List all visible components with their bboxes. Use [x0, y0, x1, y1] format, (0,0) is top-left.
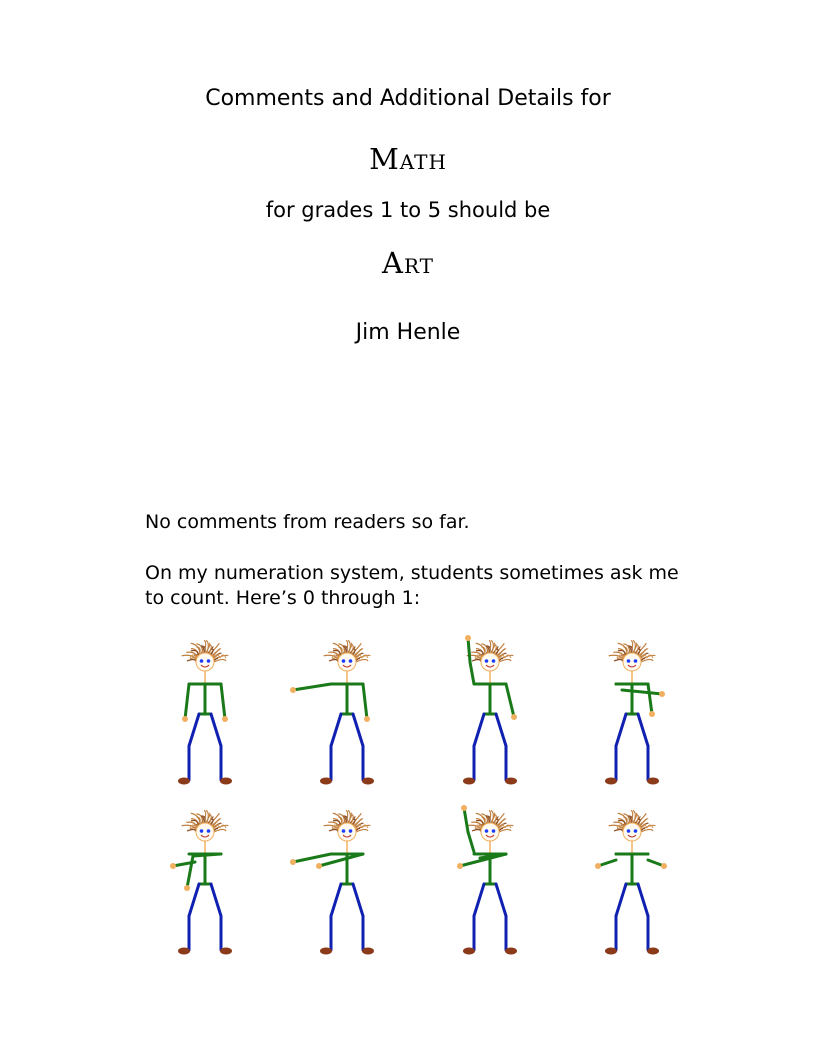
eye-icon [485, 829, 489, 833]
eye-icon [634, 659, 638, 663]
shoe-icon [605, 778, 617, 785]
shoe-icon [362, 948, 374, 955]
title-art: Art [382, 246, 434, 280]
stick-figure [290, 810, 374, 954]
stick-figure [605, 640, 665, 784]
shoe-icon [178, 948, 190, 955]
shoe-icon [320, 948, 332, 955]
hand-icon [511, 714, 517, 720]
leg [616, 884, 626, 916]
arm [185, 684, 189, 719]
arm [293, 684, 331, 690]
shoe-icon [178, 778, 190, 785]
hand-icon [461, 805, 467, 811]
shoe-icon [220, 778, 232, 785]
head [623, 823, 641, 841]
arm [464, 808, 468, 832]
paragraph-numeration: On my numeration system, students sometimes ask me to count. Here’s 0 through 1: [145, 562, 679, 609]
eye-icon [349, 659, 353, 663]
arm [622, 690, 662, 694]
eye-icon [207, 659, 211, 663]
eye-icon [349, 829, 353, 833]
arm [363, 684, 367, 719]
hand-icon [316, 863, 322, 869]
arm [648, 684, 652, 714]
leg [189, 714, 199, 746]
stick-figure [457, 805, 517, 955]
leg [211, 884, 221, 916]
heading-subline: for grades 1 to 5 should be [265, 198, 551, 222]
hand-icon [364, 716, 370, 722]
shoe-icon [463, 778, 475, 785]
stick-figure [463, 635, 517, 785]
leg [353, 714, 363, 746]
shoe-icon [463, 948, 475, 955]
hand-icon [290, 687, 296, 693]
arm [460, 854, 506, 866]
shoe-icon [505, 948, 517, 955]
eye-icon [342, 659, 346, 663]
leg [638, 884, 648, 916]
eye-icon [627, 829, 631, 833]
eye-icon [200, 659, 204, 663]
stick-figure [595, 810, 667, 954]
hand-icon [659, 691, 665, 697]
eye-icon [207, 829, 211, 833]
leg [474, 884, 484, 916]
leg [638, 714, 648, 746]
leg [496, 884, 506, 916]
hand-icon [465, 635, 471, 641]
head [338, 653, 356, 671]
shoe-icon [220, 948, 232, 955]
head [623, 653, 641, 671]
title-math: Math [369, 142, 447, 176]
eye-icon [485, 659, 489, 663]
head [481, 653, 499, 671]
shoe-icon [320, 778, 332, 785]
hand-icon [457, 863, 463, 869]
leg [331, 884, 341, 916]
head [196, 653, 214, 671]
shoe-icon [647, 948, 659, 955]
leg [353, 884, 363, 916]
eye-icon [200, 829, 204, 833]
hand-icon [290, 859, 296, 865]
shoe-icon [505, 778, 517, 785]
hand-icon [649, 711, 655, 717]
arm [293, 854, 331, 862]
hand-icon [222, 716, 228, 722]
eye-icon [492, 659, 496, 663]
stick-figure [170, 810, 232, 954]
eye-icon [342, 829, 346, 833]
stick-figure [290, 640, 374, 784]
leg [474, 714, 484, 746]
arm [506, 684, 514, 717]
shoe-icon [362, 778, 374, 785]
eye-icon [634, 829, 638, 833]
leg [331, 714, 341, 746]
head [196, 823, 214, 841]
arm [470, 662, 474, 684]
leg [616, 714, 626, 746]
heading-line: Comments and Additional Details for [205, 86, 611, 111]
hand-icon [170, 863, 176, 869]
hand-icon [182, 716, 188, 722]
arm [468, 638, 470, 662]
arm [468, 832, 474, 852]
hand-icon [661, 863, 667, 869]
arm [221, 684, 225, 719]
shoe-icon [647, 778, 659, 785]
head [338, 823, 356, 841]
leg [496, 714, 506, 746]
leg [211, 714, 221, 746]
leg [189, 884, 199, 916]
eye-icon [627, 659, 631, 663]
hand-icon [184, 885, 190, 891]
author-name: Jim Henle [355, 320, 461, 345]
hand-icon [595, 863, 601, 869]
head [481, 823, 499, 841]
stick-figure [178, 640, 232, 784]
arm [187, 856, 193, 888]
shoe-icon [605, 948, 617, 955]
paragraph-comments: No comments from readers so far. [145, 511, 470, 533]
eye-icon [492, 829, 496, 833]
arm [193, 854, 221, 856]
